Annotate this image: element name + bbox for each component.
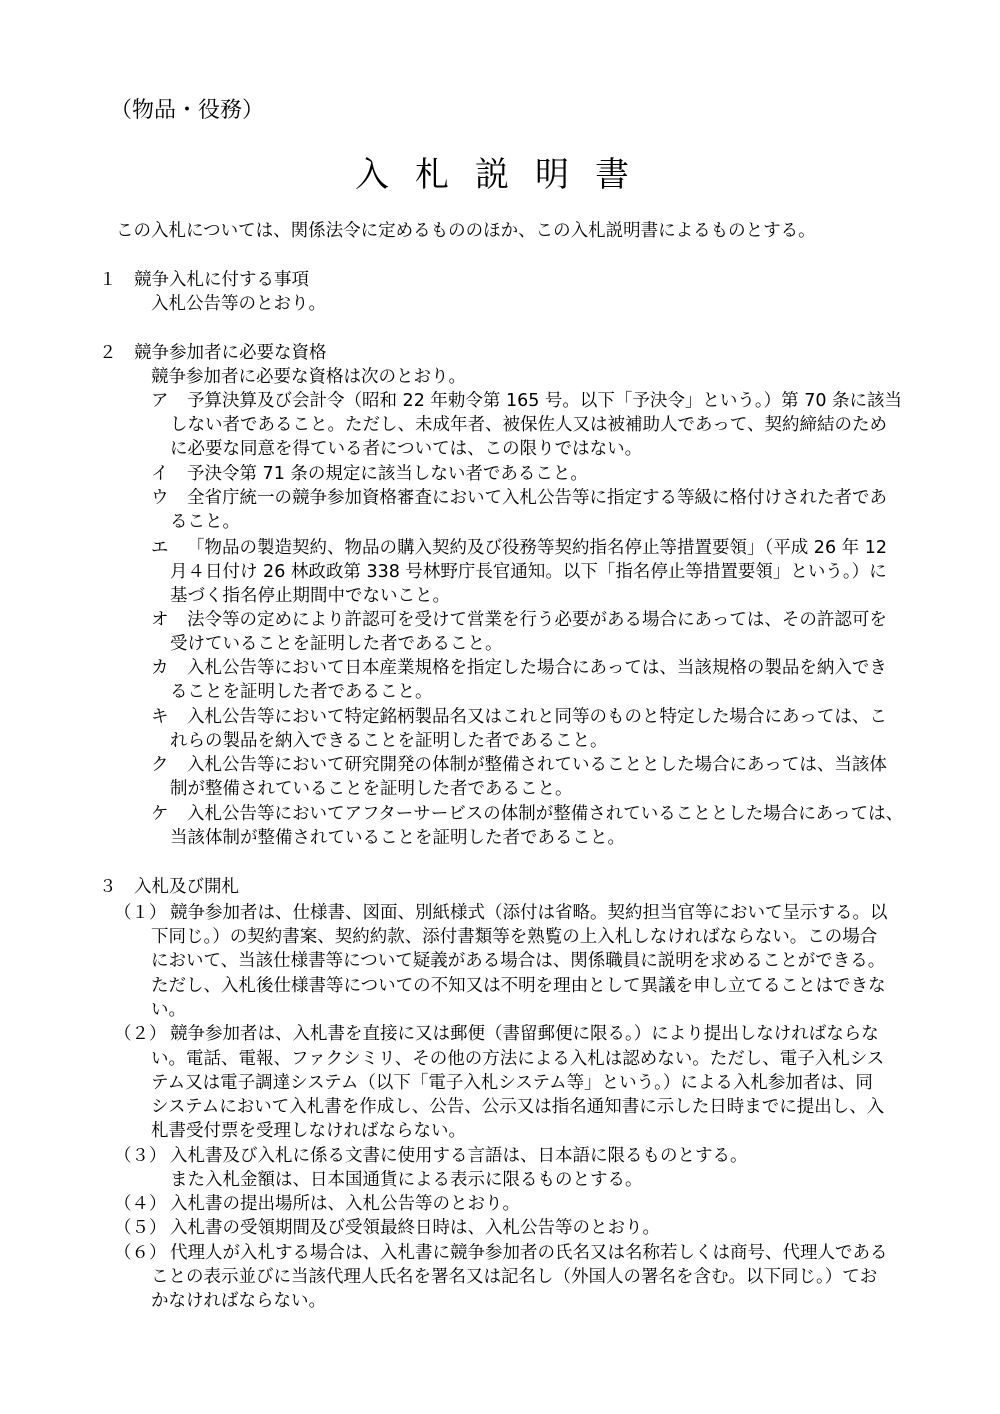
item-label: イ	[151, 464, 169, 484]
clause-line: 代理人が入札する場合は、入札書に競争参加者の氏名又は名称若しくは商号、代理人である	[170, 1243, 888, 1263]
section-2-body: 競争参加者に必要な資格は次のとおり。	[151, 367, 466, 387]
item-line: 全省庁統一の競争参加資格審査において入札公告等に指定する等級に格付けされた者であ	[187, 488, 887, 508]
item-line: 制が整備されていることを証明した者であること。	[170, 779, 573, 799]
item-line: 予算決算及び会計令（昭和 22 年勅令第 165 号。以下「予決令」という。）第 70 条に該当	[187, 391, 903, 411]
clause-line: 札書受付票を受理しなければならない。	[151, 1121, 466, 1141]
clause-label: （２）	[114, 1024, 167, 1044]
clause-line: において、当該仕様書等について疑義がある場合は、関係職員に説明を求めることができる。	[151, 951, 886, 971]
clause-label: （６）	[114, 1243, 167, 1263]
item-line: 入札公告等において日本産業規格を指定した場合にあっては、当該規格の製品を納入でき	[187, 658, 887, 678]
item-line: れらの製品を納入できることを証明した者であること。	[170, 731, 608, 751]
item-line: 入札公告等において特定銘柄製品名又はこれと同等のものと特定した場合にあっては、こ	[187, 707, 887, 727]
clause-label: （３）	[114, 1146, 167, 1166]
section-2-heading: 競争参加者に必要な資格	[134, 343, 327, 363]
clause-line: 競争参加者は、入札書を直接に又は郵便（書留郵便に限る。）により提出しなければならな	[170, 1024, 879, 1044]
clause-line: かなければならない。	[151, 1291, 326, 1311]
clause-line: システムにおいて入札書を作成し、公告、公示又は指名通知書に示した日時までに提出し、入	[151, 1097, 885, 1117]
item-line: しない者であること。ただし、未成年者、被保佐人又は被補助人であって、契約締結のため	[170, 415, 887, 435]
item-label: ア	[151, 391, 169, 411]
clause-line: テム又は電子調達システム（以下「電子入札システム等」という。）による入札参加者は、同	[151, 1073, 873, 1093]
item-line: 受けていることを証明した者であること。	[170, 634, 503, 654]
document-category: （物品・役務）	[110, 98, 265, 123]
section-3-number: ３	[99, 877, 117, 897]
clause-line: い。電話、電報、ファクシミリ、その他の方法による入札は認めない。ただし、電子入札シス	[151, 1049, 885, 1069]
clause-line: 入札書及び入札に係る文書に使用する言語は、日本語に限るものとする。	[170, 1146, 748, 1166]
clause-label: （４）	[114, 1194, 167, 1214]
clause-line: また入札金額は、日本国通貨による表示に限るものとする。	[170, 1170, 643, 1190]
document-title: 入札説明書	[355, 155, 655, 195]
item-label: カ	[151, 658, 169, 678]
item-label: ク	[151, 755, 169, 775]
item-line: 法令等の定めにより許認可を受けて営業を行う必要がある場合にあっては、その許認可を	[187, 610, 887, 630]
clause-line: い。	[151, 1000, 186, 1020]
item-line: 入札公告等においてアフターサービスの体制が整備されていることとした場合にあっては、	[187, 804, 904, 824]
item-label: ケ	[151, 804, 169, 824]
item-line: 「物品の製造契約、物品の購入契約及び役務等契約指名停止等措置要領」（平成 26 年 12	[187, 538, 887, 558]
clause-line: 入札書の受領期間及び受領最終日時は、入札公告等のとおり。	[170, 1218, 660, 1238]
item-line: 予決令第 71 条の規定に該当しない者であること。	[187, 464, 588, 484]
item-line: 当該体制が整備されていることを証明した者であること。	[170, 828, 625, 848]
item-line: に必要な同意を得ている者については、この限りではない。	[170, 439, 643, 459]
item-label: エ	[151, 538, 169, 558]
section-3-heading: 入札及び開札	[134, 877, 239, 897]
item-line: 基づく指名停止期間中でないこと。	[170, 586, 450, 606]
clause-line: ただし、入札後仕様書等についての不知又は不明を理由として異議を申し立てることはできな	[151, 976, 886, 996]
clause-label: （５）	[114, 1218, 167, 1238]
section-1-number: １	[99, 270, 117, 290]
clause-line: 競争参加者は、仕様書、図面、別紙様式（添付は省略。契約担当官等において呈示する。以	[170, 903, 888, 923]
clause-line: 下同じ。）の契約書案、契約約款、添付書類等を熟覧の上入札しなければならない。この場合	[151, 927, 878, 947]
clause-line: 入札書の提出場所は、入札公告等のとおり。	[170, 1194, 520, 1214]
section-1-heading: 競争入札に付する事項	[134, 270, 309, 290]
item-line: 入札公告等において研究開発の体制が整備されていることとした場合にあっては、当該体	[187, 755, 887, 775]
section-1-body: 入札公告等のとおり。	[151, 294, 326, 314]
intro-text: この入札については、関係法令に定めるもののほか、この入札説明書によるものとする。	[116, 221, 816, 241]
item-label: キ	[151, 707, 169, 727]
item-label: ウ	[151, 488, 169, 508]
section-2-number: ２	[99, 343, 117, 363]
item-line: ること。	[170, 512, 240, 532]
item-line: ることを証明した者であること。	[170, 682, 433, 702]
item-line: 月４日付け 26 林政政第 338 号林野庁長官通知。以下「指名停止等措置要領」という。）に	[170, 562, 887, 582]
clause-line: ことの表示並びに当該代理人氏名を署名又は記名し（外国人の署名を含む。以下同じ。）てお	[151, 1267, 878, 1287]
item-label: オ	[151, 610, 169, 630]
clause-label: （１）	[114, 903, 167, 923]
